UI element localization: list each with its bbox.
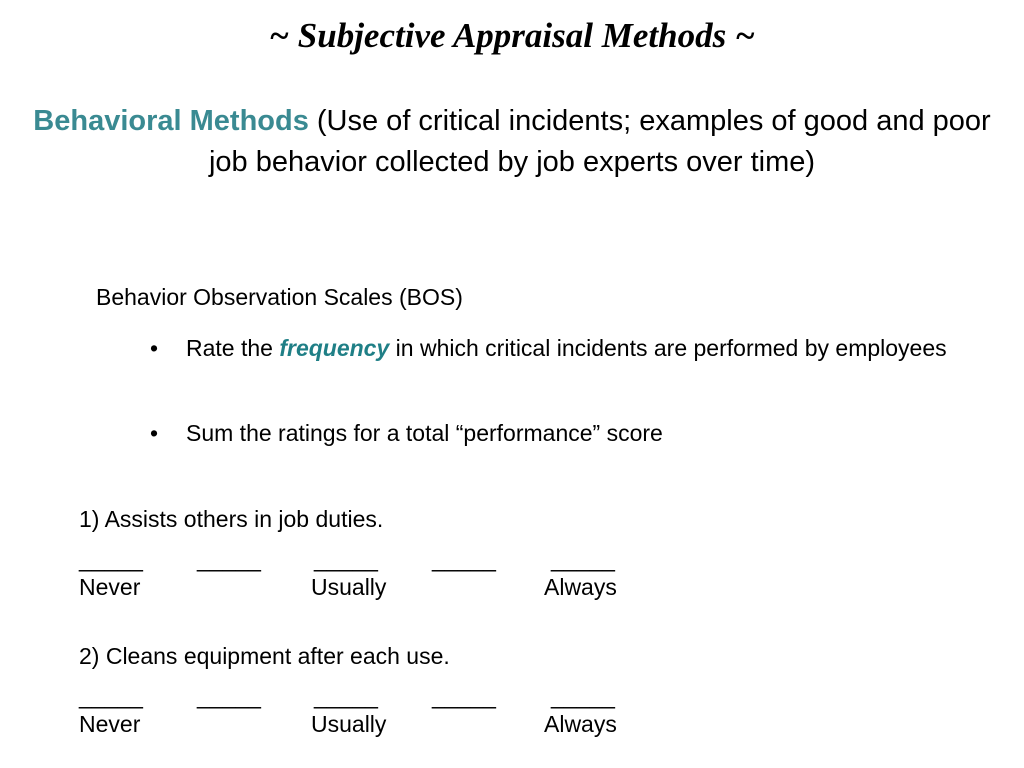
frequency-emphasis: frequency	[279, 335, 390, 361]
item-1-scale-labels	[79, 572, 679, 602]
item-2-scale-labels	[79, 709, 679, 739]
subtitle-description: (Use of critical incidents; examples of good and poor job behavior collected by job experts over time)	[208, 105, 991, 178]
slide-subtitle	[12, 101, 1012, 183]
rating-blank: _____	[551, 683, 615, 709]
rating-blank: _____	[432, 546, 496, 572]
label-never: Never	[79, 711, 141, 737]
rating-blank: _____	[314, 683, 378, 709]
rating-blank: _____	[432, 683, 496, 709]
bullet-text	[186, 331, 950, 365]
label-always: Always	[544, 711, 617, 737]
label-usually: Usually	[311, 574, 387, 600]
rating-blank: _____	[314, 546, 378, 572]
bullet-frequency	[150, 331, 950, 365]
rating-blank: _____	[79, 546, 143, 572]
subtitle-highlight: Behavioral Methods	[33, 105, 309, 137]
rating-blank: _____	[79, 683, 143, 709]
bullet-text-end: in which critical incidents are performed by employees	[389, 335, 947, 361]
label-usually: Usually	[311, 711, 387, 737]
bullet-marker: •	[150, 420, 159, 446]
bullet-text-start: Rate the	[186, 335, 280, 361]
slide-title: ~ Subjective Appraisal Methods ~	[269, 16, 755, 55]
item-1-question: 1) Assists others in job duties.	[79, 506, 384, 532]
bullet-marker: •	[150, 335, 159, 361]
label-always: Always	[544, 574, 617, 600]
label-never: Never	[79, 574, 141, 600]
bullet-sum	[150, 416, 950, 450]
item-2-question: 2) Cleans equipment after each use.	[79, 643, 450, 669]
rating-blank: _____	[551, 546, 615, 572]
item-1-blank-row	[79, 544, 679, 574]
rating-blank: _____	[197, 683, 261, 709]
bos-heading: Behavior Observation Scales (BOS)	[96, 284, 463, 310]
bullet-text: Sum the ratings for a total “performance” score	[186, 420, 663, 446]
rating-blank: _____	[197, 546, 261, 572]
item-2-blank-row	[79, 681, 679, 711]
